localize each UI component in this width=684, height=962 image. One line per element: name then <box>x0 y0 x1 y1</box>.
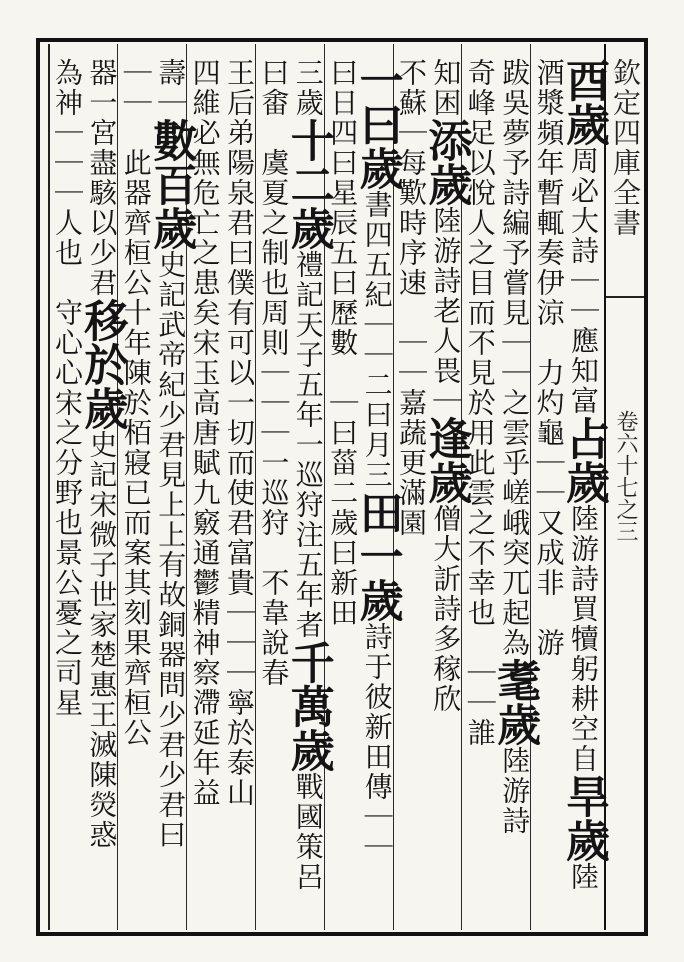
text-column <box>145 58 197 928</box>
text-segment: 王后弟陽泉君曰僕有可以一切而使君富貴｜｜｜寧於泰山 <box>222 58 256 808</box>
text-segment: 知困 <box>429 58 463 118</box>
text-segment: ｜｜ 此器齊桓公十年陳於栢寢已而案其刻果齊桓公 <box>119 58 153 748</box>
heading-term: 千萬歲 <box>282 640 334 772</box>
text-segment: 史記宋微子世家楚惠王滅陳熒惑 <box>85 430 119 850</box>
text-segment: 奇峰足以悅人之目而不見於用此雲之不幸也 ｜｜誰 <box>463 58 497 748</box>
text-segment: 僧大訢詩多稼欣 <box>429 504 463 714</box>
heading-term: 移於歲 <box>76 298 128 430</box>
text-segment: 不蘇｜每歎時序速 ｜｜嘉蔬更滿園 <box>394 58 428 538</box>
margin-book-title: 欽定四庫全書 <box>609 58 642 238</box>
margin-fishtail-mark <box>606 296 644 298</box>
text-column <box>282 58 334 928</box>
heading-term: 田一歲 <box>351 490 403 622</box>
text-segment: 器一宮盡駭以少君 <box>85 58 119 298</box>
heading-term: 十二歲 <box>282 118 334 250</box>
text-column <box>50 58 84 928</box>
text-column <box>557 58 609 928</box>
text-segment: 跋吳夢予詩編予嘗見｜｜之雲乎嵯峨突兀起為 <box>498 58 532 658</box>
text-segment: 陸游詩老人畏｜ <box>429 206 463 416</box>
heading-term: 添歲 <box>420 118 472 206</box>
text-segment: 陸游詩 <box>498 746 532 836</box>
text-segment: 為神｜｜｜人也 守心心宋之分野也景公憂之司星 <box>50 58 84 718</box>
text-column <box>222 58 256 928</box>
text-column <box>118 58 152 928</box>
margin-volume-label: 卷六十七之三 <box>613 410 638 542</box>
text-segment: 陸 <box>566 862 600 892</box>
text-segment: 戰國策呂 <box>291 772 325 892</box>
text-segment: 書四五紀｜｜二曰月三 <box>360 190 394 490</box>
text-segment: 曰日四曰星辰五曰歷數 ｜曰菑二歲曰新田 <box>326 58 360 628</box>
text-segment: 詩于彼新田傳｜｜ <box>360 622 394 862</box>
text-segment: 禮記天子五年一巡狩注五年者 <box>291 250 325 640</box>
heading-term: 占歲 <box>557 416 609 504</box>
text-segment: 壽｜ <box>154 58 188 118</box>
text-column <box>256 58 290 928</box>
text-segment: 周必大詩｜｜應知富 <box>566 146 600 416</box>
heading-term: 旱歲 <box>557 774 609 862</box>
heading-term: 一曰歲 <box>351 58 403 190</box>
heading-term: 酉歲 <box>557 58 609 146</box>
text-segment: 史記武帝紀少君見上上有故銅器問少君少君曰 <box>154 250 188 850</box>
text-column <box>489 58 541 928</box>
text-segment: 陸游詩買犢躬耕空自 <box>566 504 600 774</box>
heading-term: 逢歲 <box>420 416 472 504</box>
heading-term: 數百歲 <box>145 118 197 250</box>
text-column <box>531 58 565 928</box>
text-column <box>420 58 472 928</box>
text-column <box>76 58 128 928</box>
text-segment: 三歲 <box>291 58 325 118</box>
heading-term: 耄歲 <box>489 658 541 746</box>
text-segment: 曰畬 虞夏之制也周則｜｜｜一巡狩 不韋說春 <box>257 58 291 688</box>
text-segment: 四維必無危亡之患矣宋玉高唐賦九竅通鬱精神察滯延年益 <box>188 58 222 808</box>
text-segment: 酒漿頻年暫輒奏伊涼 力灼龜｜｜又成非 游 <box>532 58 566 658</box>
text-column <box>351 58 403 928</box>
